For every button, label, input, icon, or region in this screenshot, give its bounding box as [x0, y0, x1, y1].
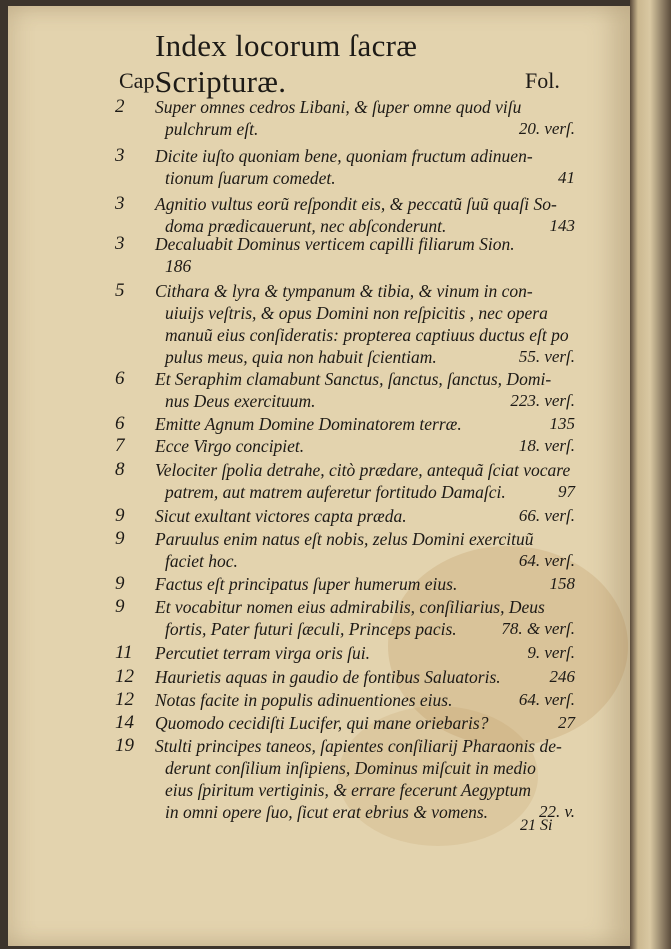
verse-line: pulus meus, quia non habuit ſcientiam. — [165, 347, 437, 367]
column-header-fol: Fol. — [525, 68, 560, 93]
index-entry — [115, 459, 575, 503]
index-entry — [115, 280, 575, 368]
folio-reference: 246 — [549, 667, 575, 686]
index-entry — [115, 689, 575, 711]
verse-line: manuũ eius conſideratis: propterea captiuus ductus eſt po — [165, 325, 569, 345]
verse-line: Haurietis aquas in gaudio de fontibus Saluatoris. — [155, 667, 501, 687]
index-entry — [115, 666, 575, 688]
chapter-number: 7 — [115, 435, 125, 456]
verse-line: eius ſpiritum vertiginis, & errare fecerunt Aegyptum — [165, 780, 531, 800]
verse-line: Ecce Virgo concipiet. — [155, 436, 305, 456]
verse-line: Emitte Agnum Domine Dominatorem terræ. — [155, 414, 462, 434]
chapter-number: 12 — [115, 666, 134, 687]
verse-line: in omni opere ſuo, ſicut erat ebrius & vomens. — [165, 802, 489, 822]
index-entry — [115, 505, 575, 527]
verse-line: derunt conſilium inſipiens, Dominus miſcuit in medio — [165, 758, 536, 778]
chapter-number: 3 — [115, 145, 125, 166]
folio-reference: 135 — [549, 414, 575, 433]
folio-reference: 41 — [558, 168, 575, 187]
verse-line: Dicite iuſto quoniam bene, quoniam fructum adinuen- — [155, 146, 533, 166]
verse-line: Factus eſt principatus ſuper humerum eius. — [155, 574, 458, 594]
index-entry — [115, 435, 575, 457]
verse-line: Stulti principes taneos, ſapientes conſiliarij Pharaonis de- — [155, 736, 562, 756]
catchword: 21 Si — [520, 817, 553, 834]
chapter-number: 19 — [115, 735, 134, 756]
folio-reference: 143 — [549, 216, 575, 235]
verse-line: nus Deus exercituum. — [165, 391, 316, 411]
folio-reference: 20. verſ. — [518, 119, 575, 138]
chapter-number: 2 — [115, 96, 125, 117]
index-entry — [115, 413, 575, 435]
folio-reference: 223. verſ. — [510, 391, 575, 410]
verse-line: Cithara & lyra & tympanum & tibia, & vinum in con- — [155, 281, 533, 301]
index-entry — [115, 573, 575, 595]
chapter-number: 6 — [115, 413, 125, 434]
folio-reference: 97 — [558, 482, 575, 501]
chapter-number: 3 — [115, 233, 125, 254]
verse-line: 186 — [165, 256, 192, 276]
verse-line: uiuijs veſtris, & opus Domini non reſpicitis , nec opera — [165, 303, 548, 323]
folio-reference: 66. verſ. — [518, 506, 575, 525]
verse-line: Quomodo cecidiſti Lucifer, qui mane oriebaris? — [155, 713, 489, 733]
chapter-number: 9 — [115, 528, 125, 549]
verse-line: Et vocabitur nomen eius admirabilis, conſiliarius, Deus — [155, 597, 545, 617]
chapter-number: 12 — [115, 689, 134, 710]
verse-line: doma prædicauerunt, nec abſconderunt. — [165, 216, 447, 236]
chapter-number: 6 — [115, 368, 125, 389]
folio-reference: 158 — [549, 574, 575, 593]
index-entry — [115, 596, 575, 640]
verse-line: Percutiet terram virga oris ſui. — [155, 643, 370, 663]
folio-reference: 18. verſ. — [518, 436, 575, 455]
verse-line: tionum ſuarum comedet. — [165, 168, 336, 188]
folio-reference: 22. v. — [538, 802, 575, 821]
verse-line: Velociter ſpolia detrahe, citò prædare, antequã ſciat vocare — [155, 460, 571, 480]
folio-reference: 64. verſ. — [518, 690, 575, 709]
verse-line: Et Seraphim clamabunt Sanctus, ſanctus, ſanctus, Domi- — [155, 369, 552, 389]
chapter-number: 11 — [115, 642, 133, 663]
column-header-cap: Cap. — [119, 68, 160, 93]
chapter-number: 5 — [115, 280, 125, 301]
chapter-number: 8 — [115, 459, 125, 480]
page-title: Index locorum ſacræ Scripturæ. — [155, 28, 418, 99]
verse-line: Notas facite in populis adinuentiones eius. — [155, 690, 453, 710]
folio-reference: 9. verſ. — [527, 643, 575, 662]
index-entry — [115, 735, 575, 823]
chapter-number: 9 — [115, 505, 125, 526]
index-entry — [115, 96, 575, 140]
verse-line: Agnitio vultus eorũ reſpondit eis, & peccatũ ſuũ quaſi So- — [155, 194, 557, 214]
verse-line: faciet hoc. — [165, 551, 238, 571]
index-entry — [115, 528, 575, 572]
verse-line: Decaluabit Dominus verticem capilli filiarum Sion. — [155, 234, 515, 254]
index-entry — [115, 145, 575, 189]
verse-line: Super omnes cedros Libani, & ſuper omne quod viſu — [155, 97, 522, 117]
folio-reference: 64. verſ. — [518, 551, 575, 570]
folio-reference: 55. verſ. — [518, 347, 575, 366]
chapter-number: 3 — [115, 193, 125, 214]
folio-reference: 78. & verſ. — [501, 619, 575, 638]
chapter-number: 9 — [115, 573, 125, 594]
index-entry — [115, 193, 575, 237]
folio-reference: 27 — [558, 713, 575, 732]
verse-line: Sicut exultant victores capta præda. — [155, 506, 407, 526]
verse-line: Paruulus enim natus eſt nobis, zelus Domini exercituũ — [155, 529, 534, 549]
verse-line: fortis, Pater futuri ſæculi, Princeps pacis. — [165, 619, 457, 639]
index-entry — [115, 233, 575, 277]
adjacent-page-edge — [630, 0, 671, 949]
index-entry — [115, 642, 575, 664]
chapter-number: 9 — [115, 596, 125, 617]
index-entry — [115, 368, 575, 412]
chapter-number: 14 — [115, 712, 134, 733]
verse-line: patrem, aut matrem auferetur fortitudo Damaſci. — [165, 482, 506, 502]
verse-line: pulchrum eſt. — [165, 119, 259, 139]
index-entry — [115, 712, 575, 734]
